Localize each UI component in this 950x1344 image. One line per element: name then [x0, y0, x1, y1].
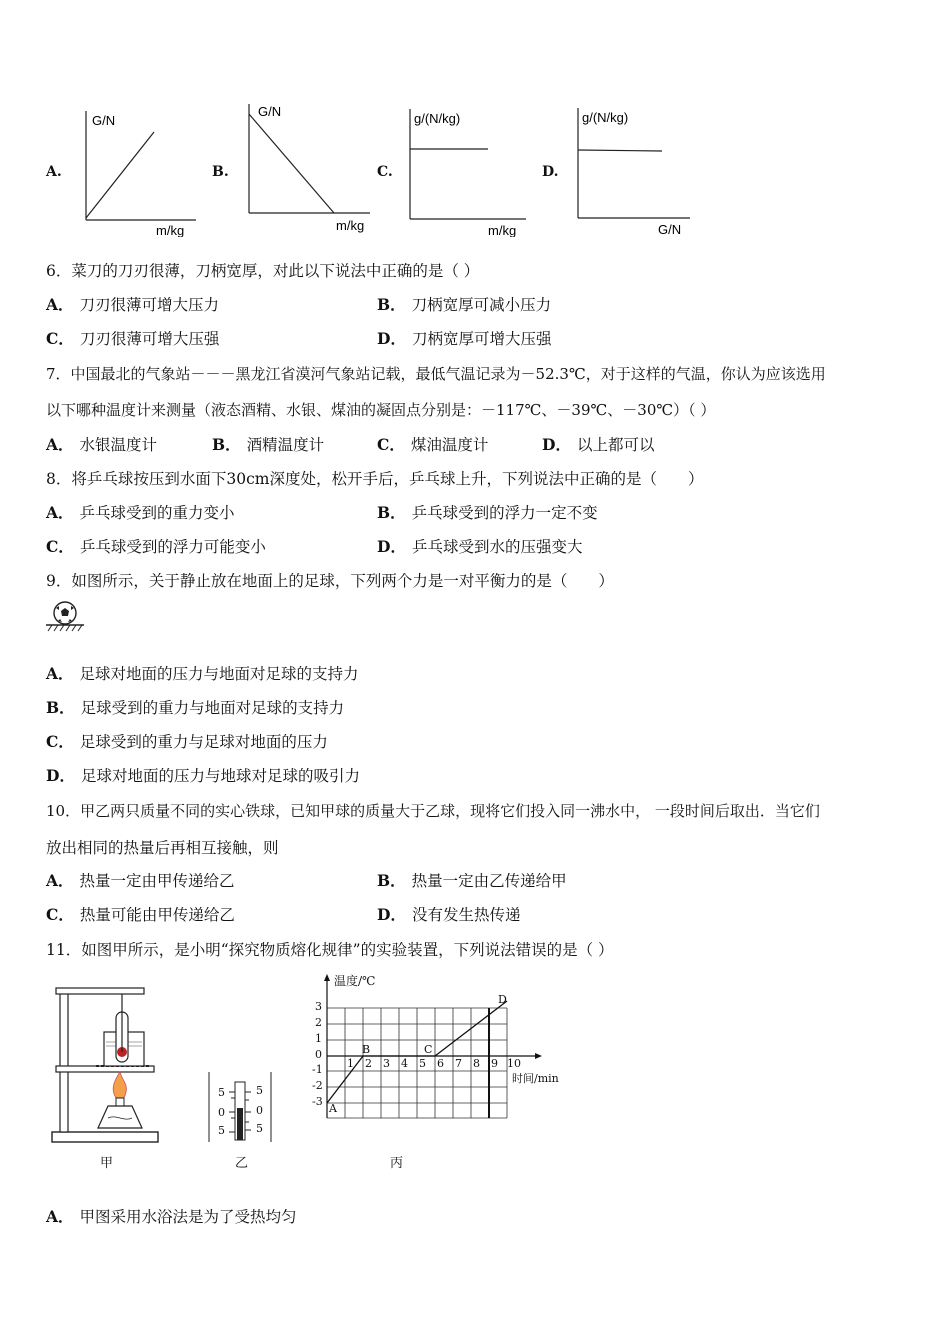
q8-option-d[interactable]: D． 乒乓球受到水的压强变大: [377, 537, 583, 556]
graph-c-ylabel: g/(N/kg): [414, 111, 461, 126]
option-letter: B.: [212, 164, 229, 180]
chart-xlabel: 时间/min: [512, 1072, 559, 1085]
graph-a-svg: [74, 105, 204, 237]
graph-a-xlabel: m/kg: [156, 223, 185, 237]
chart-xtick: 5: [419, 1057, 426, 1070]
graph-d-svg: [570, 104, 700, 236]
chart-xtick: 9: [491, 1057, 498, 1070]
chart-ytick: 1: [315, 1032, 322, 1045]
q6-option-a[interactable]: A． 刀刃很薄可增大压力: [46, 295, 220, 314]
chart-point-a: A: [329, 1102, 337, 1115]
q8-stem: 8．将乒乓球按压到水面下30cm深度处，松开手后，乒乓球上升，下列说法中正确的是（ ）: [46, 470, 704, 488]
chart-ytick: 2: [315, 1016, 322, 1029]
q9-option-a[interactable]: A． 足球对地面的压力与地面对足球的支持力: [46, 664, 359, 683]
q7-option-d[interactable]: D． 以上都可以: [542, 435, 655, 454]
thermo-right-tick-2: 5: [256, 1122, 263, 1135]
graph-b-svg: [240, 100, 380, 235]
graph-d-xlabel: G/N: [658, 222, 682, 236]
q10-option-d[interactable]: D． 没有发生热传递: [377, 905, 521, 924]
chart-xtick: 3: [383, 1057, 390, 1070]
q9-option-c[interactable]: C． 足球受到的重力与足球对地面的压力: [46, 732, 328, 751]
q7-option-c[interactable]: C． 煤油温度计: [377, 435, 489, 454]
option-letter: C.: [377, 164, 393, 180]
chart-xtick: 4: [401, 1057, 408, 1070]
chart-point-b: B: [362, 1043, 371, 1056]
thermo-left-tick-0: 5: [218, 1086, 225, 1099]
graph-d-ylabel: g/(N/kg): [582, 110, 629, 125]
q10-option-c[interactable]: C． 热量可能由甲传递给乙: [46, 905, 235, 924]
q7-option-a[interactable]: A． 水银温度计: [46, 435, 158, 454]
chart-ytick: -3: [312, 1095, 323, 1108]
chart-xtick: 2: [365, 1057, 372, 1070]
graph-a-ylabel: G/N: [92, 113, 116, 128]
thermo-right-tick-1: 0: [256, 1104, 263, 1117]
chart-xtick: 7: [455, 1057, 462, 1070]
melting-chart-svg: [310, 970, 580, 1130]
q9-stem: 9．如图所示，关于静止放在地面上的足球，下列两个力是一对平衡力的是（ ）: [46, 572, 614, 590]
q8-option-c[interactable]: C． 乒乓球受到的浮力可能变小: [46, 537, 266, 556]
q8-option-b[interactable]: B． 乒乓球受到的浮力一定不变: [377, 503, 598, 522]
chart-xtick: 10: [507, 1057, 521, 1070]
q9-option-d[interactable]: D． 足球对地面的压力与地球对足球的吸引力: [46, 766, 360, 785]
graph-c-xlabel: m/kg: [488, 223, 517, 237]
chart-xtick: 8: [473, 1057, 480, 1070]
chart-xtick: 6: [437, 1057, 444, 1070]
thermo-right-tick-0: 5: [256, 1084, 263, 1097]
q6-stem: 6．菜刀的刀刃很薄，刀柄宽厚，对此以下说法中正确的是（ ）: [46, 262, 480, 280]
chart-ytick: -1: [312, 1063, 323, 1076]
q7-stem-line2: 以下哪种温度计来测量（液态酒精、水银、煤油的凝固点分别是：－117℃、－39℃、－30℃）（ ）: [46, 401, 716, 419]
graph-b-xlabel: m/kg: [336, 218, 365, 233]
q9-option-b[interactable]: B． 足球受到的重力与地面对足球的支持力: [46, 698, 345, 717]
graph-c-svg: [400, 105, 535, 237]
option-letter: D.: [542, 164, 559, 180]
figure-jia-apparatus: [46, 980, 166, 1148]
q8-option-a[interactable]: A． 乒乓球受到的重力变小: [46, 503, 235, 522]
thermometer-scale-svg: [205, 1072, 275, 1144]
q11-stem: 11．如图甲所示，是小明“探究物质熔化规律”的实验装置，下列说法错误的是（ ）: [46, 941, 614, 959]
q10-option-b[interactable]: B． 热量一定由乙传递给甲: [377, 871, 567, 890]
fig-bing-label: 丙: [390, 1156, 404, 1171]
q7-option-b[interactable]: B． 酒精温度计: [212, 435, 325, 454]
chart-xtick: 1: [347, 1057, 354, 1070]
fig-yi-label: 乙: [235, 1156, 249, 1171]
q10-option-a[interactable]: A． 热量一定由甲传递给乙: [46, 871, 235, 890]
chart-point-c: C: [424, 1043, 433, 1056]
q6-option-b[interactable]: B． 刀柄宽厚可减小压力: [377, 295, 552, 314]
q6-option-d[interactable]: D． 刀柄宽厚可增大压强: [377, 329, 552, 348]
thermo-left-tick-2: 5: [218, 1124, 225, 1137]
chart-ytick: 3: [315, 1000, 322, 1013]
option-letter: A.: [46, 164, 62, 180]
q7-stem-line1: 7．中国最北的气象站－－－黑龙江省漠河气象站记载，最低气温记录为－52.3℃，对于这样的气温，你认为应该选用: [46, 365, 826, 383]
chart-ytick: 0: [315, 1048, 322, 1061]
q10-stem-line2: 放出相同的热量后再相互接触，则: [46, 839, 279, 857]
chart-ytick: -2: [312, 1079, 323, 1092]
soccer-ball-figure: [44, 600, 86, 634]
q10-stem-line1: 10．甲乙两只质量不同的实心铁球，已知甲球的质量大于乙球，现将它们投入同一沸水中， 一段时间后取出．当它们: [46, 802, 820, 820]
chart-point-d: D: [498, 993, 507, 1006]
q6-option-c[interactable]: C． 刀刃很薄可增大压强: [46, 329, 220, 348]
chart-ylabel: 温度/℃: [334, 974, 376, 988]
thermo-left-tick-1: 0: [218, 1106, 225, 1119]
graph-b-ylabel: G/N: [258, 104, 282, 119]
fig-jia-label: 甲: [100, 1156, 114, 1171]
q11-option-a[interactable]: A． 甲图采用水浴法是为了受热均匀: [46, 1207, 297, 1226]
